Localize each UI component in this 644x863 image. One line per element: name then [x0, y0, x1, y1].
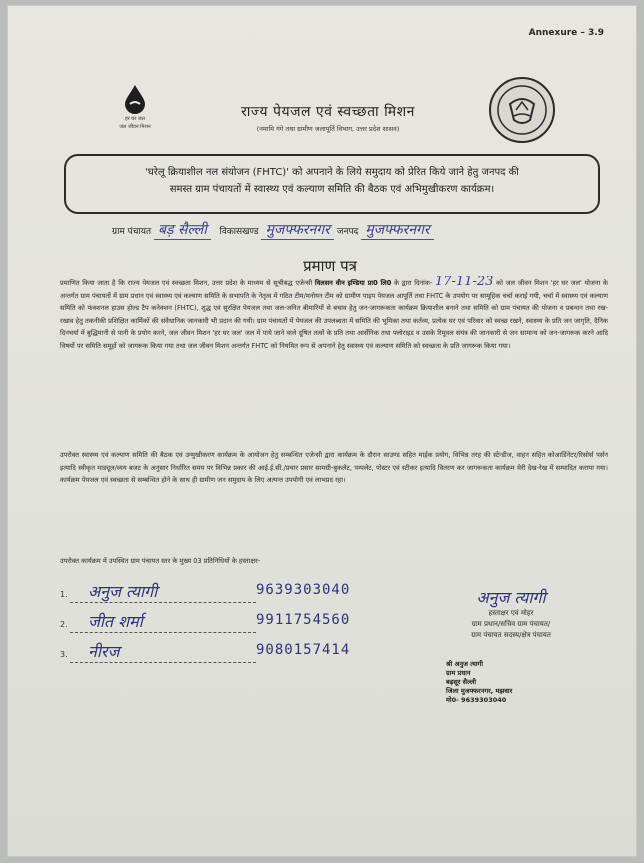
para1-text-a: प्रमाणित किया जाता है कि राज्य पेयजल एवं स्वच्छता मिशन, उत्तर प्रदेश के माध्यम से सूचीबद्ध एजेन्सी — [60, 279, 313, 287]
pradhan-stamp — [446, 660, 566, 705]
state-emblem-seal — [488, 76, 556, 144]
authority-signature-block — [426, 586, 596, 641]
location-fields — [112, 220, 592, 240]
para1-text-b: के द्वारा दिनांक- — [393, 279, 433, 287]
signature-line — [70, 602, 256, 603]
header — [198, 102, 458, 133]
gram-panchayat-label: ग्राम पंचायत — [112, 227, 152, 237]
authority-signature: अनुज त्यागी — [476, 588, 546, 607]
water-drop-icon — [123, 84, 147, 114]
district-value: मुजफ्फरनगर — [361, 220, 433, 240]
mission-title: राज्य पेयजल एवं स्वच्छता मिशन — [241, 104, 415, 120]
representative-row — [60, 640, 400, 666]
signature-caption-2: ग्राम प्रधान/सचिव ग्राम पंचायत/ — [471, 620, 551, 628]
rep-phone: 9080157414 — [256, 642, 351, 658]
logo-caption-1: हर घर जल — [125, 116, 145, 122]
event-date: 17-11-23 — [435, 276, 494, 289]
certificate-paragraph-2: उपरोक्त स्वास्थ्य एवं कल्याण समिति की बैठक एवं उन्मुखीकरण कार्यक्रम के आयोजन हेतु सम्बन्धित एजेन्सी द्वारा कार्यक्रम के दौरान साउण्ड सहित माईक प्रयोग, विभिन्न तरह की स्टेन्डीज, वाहन सहित कोआर्डिनेटर/रिसोर्स पर्सन इत्यादि स्वीकृत माड्यूल/व्यय बजट के अनुसार निर्धारित समय पर विभिन्न प्रकार की आई.ई.सी./प्रचार प्रसार सामग्री-बुकलेट, पम्पलेट, पोस्टर एवं स्टीकर इत्यादि वितरण कर जागरूकता कार्यक्रम मेरी देख-रेख में सम्पादित कराया गया। कार्यक्रम पेयजल एवं स्वच्छता से सम्बन्धित होने के साथ ही ग्रामीण जन समुदाय के लिए अत्यन्त उपयोगी एवं लाभप्रद रहा। — [60, 451, 608, 485]
rep-phone: 9911754560 — [256, 612, 351, 628]
certificate-paragraph-1 — [60, 276, 608, 436]
para1-text-c: को जल जीवन मिशन 'हर घर जल' योजना के अन्तर्गत ग्राम पंचायतों में ग्राम प्रधान एवं स्वास्थ्य एवं कल्याण समिति के सभापति के नेतृत्व में गठित टीम/मनोयन टीम को ग्रामीण पाइप पेयजल आपूर्ति तथा FHTC के उपयोग पर सामूहिक चर्चा कराई गयी, चर्चा में स्वास्थ्य एवं कल्याण समिति को फंक्शनल हाउस होल्ड टैप कनेक्शन (FHTC), शुद्ध एवं सुरक्षित पेयजल तथा जल-जनित बीमारियों से बचाव हेतु जन-जागरूकता कार्यक्रम क्रियाशील बनाने तथा समिति को ग्राम पंचायत की योजना व प्रबन्धन तथा रख-रखाव हेतु तकनीकी प्रशिक्षित कार्मिकों की संवैधानिक जानकारी भी प्रदान की गयी। ग्राम पंचायतों में पेयजल की उपलब्धता में समिति की भूमिका तथा कर्तव्य, प्रत्येक घर एवं परिवार को स्वच्छ रखने, स्वास्थ्य के प्रति जन जागृति, दैनिक दिनचर्या में बुद्धिमानी से पानी के प्रयोग करने, जल जीवन मिशन 'हर घर जल' जल में पाये जाने वाले दूषित तत्वों के प्रति तथा आर्सेनिक तथा फ्लोराइड व उसके रिमूवल संयंत्र की जानकारी से जन सामान्य को जन-जागरूक करने आदि विषयों पर समिति समूहों को जागरूक किया गया तथा जल जीवन मिशन अन्तर्गत FHTC को नियमित रूप से अपनाने हेतु स्वास्थ्य एवं कल्याण समिति को स्वच्छता के प्रति जागरूक किया गया। — [60, 279, 608, 350]
rep-number: 2. — [60, 620, 68, 629]
agency-name: विलसन वीन इण्डिया प्रा0 लि0 — [314, 279, 392, 287]
document-page — [8, 6, 636, 856]
program-line-1: 'घरेलू क्रियाशील नल संयोजन (FHTC)' को अपनाने के लिये समुदाय को प्रेरित किये जाने हेतु जनपद की — [145, 167, 519, 178]
stamp-line-5: मो0- 9639303040 — [446, 696, 507, 704]
block-value: मुजफ्फरनगर — [261, 220, 333, 240]
district-label: जनपद — [336, 227, 359, 237]
stamp-line-3: बढ़सूर सैल्ली — [446, 678, 477, 686]
stamp-line-1: श्री अनुज त्यागी — [446, 660, 483, 668]
representatives-heading: उपरोक्त कार्यक्रम में उपस्थित ग्राम पंचायत स्तर के मुख्य 03 प्रतिनिधियों के हस्ताक्षर- — [60, 557, 261, 565]
annexure-label: Annexure – 3.9 — [528, 28, 604, 38]
signature-caption-3: ग्राम पंचायत सदस्य/क्षेत्र पंचायत — [471, 631, 551, 639]
mission-subtitle: (नमामि गंगे तथा ग्रामीण जलापूर्ति विभाग, उत्तर प्रदेश शासन) — [256, 125, 400, 133]
signature-line — [70, 632, 256, 633]
representative-row — [60, 580, 400, 606]
jal-jeevan-logo — [104, 84, 166, 130]
gram-panchayat-value: बड़ सैल्ली — [154, 220, 211, 240]
stamp-line-4: जिला मुजफ्फरनगर, मझवार — [446, 687, 513, 695]
block-label: विकासखण्ड — [219, 227, 259, 237]
rep-signature: अनुज त्यागी — [88, 582, 158, 601]
logo-caption-2: जल जीवन मिशन — [119, 124, 151, 130]
representative-row — [60, 610, 400, 636]
stamp-line-2: ग्राम प्रधान — [446, 669, 471, 677]
rep-number: 3. — [60, 650, 68, 659]
rep-signature: नीरज — [88, 642, 120, 661]
program-line-2: समस्त ग्राम पंचायतों में स्वास्थ्य एवं कल्याण समिति की बैठक एवं अभिमुखीकरण कार्यक्रम। — [169, 184, 495, 195]
signature-line — [70, 662, 256, 663]
rep-number: 1. — [60, 590, 68, 599]
rep-signature: जीत शर्मा — [88, 612, 143, 631]
program-title-box — [64, 154, 600, 214]
rep-phone: 9639303040 — [256, 582, 351, 598]
signature-caption-1: हस्ताक्षर एवं मोहर — [488, 609, 534, 617]
certificate-title: प्रमाण पत्र — [303, 257, 357, 275]
